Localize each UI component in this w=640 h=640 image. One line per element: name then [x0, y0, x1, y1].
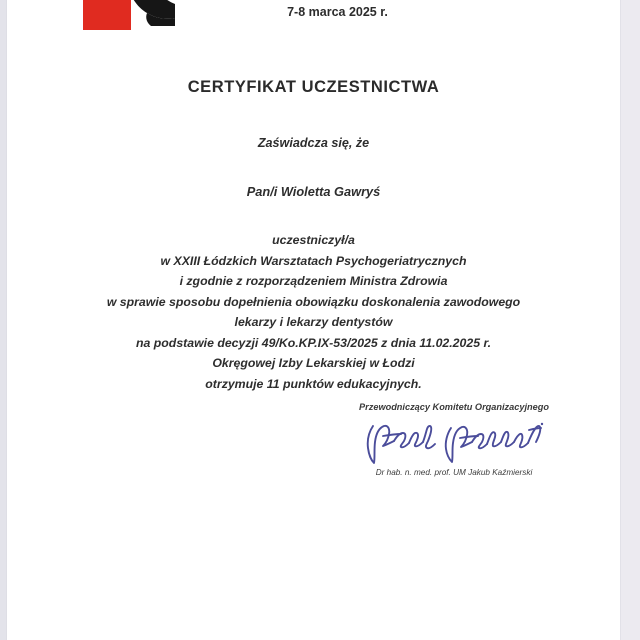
signatory-printed-name: Dr hab. n. med. prof. UM Jakub Kaźmierski	[375, 468, 533, 477]
body-line-2: i zgodnie z rozporządzeniem Ministra Zdrowia	[179, 274, 448, 288]
signatory-role: Przewodniczący Komitetu Organizacyjnego	[359, 402, 549, 412]
body-line-3: w sprawie sposobu dopełnienia obowiązku doskonalenia zawodowego	[106, 294, 521, 309]
body-line-6: Okręgowej Izby Lekarskiej w Łodzi	[212, 356, 415, 370]
handwritten-signature	[339, 416, 569, 466]
recipient-name: Pan/i Wioletta Gawryś	[246, 183, 381, 199]
page-gutter-left	[0, 0, 7, 640]
spacer	[7, 202, 620, 230]
signature-ink-icon	[359, 416, 549, 466]
body-line-5: na podstawie decyzji 49/Ko.KP.IX-53/2025 z dnia 11.02.2025 r.	[136, 335, 491, 350]
event-date	[7, 5, 620, 19]
page-gutter-right	[620, 0, 640, 640]
certificate-body	[7, 133, 620, 394]
signature-block	[339, 402, 569, 477]
attestation-line: Zaświadcza się, że	[257, 136, 370, 150]
body-line-4: lekarzy i lekarzy dentystów	[234, 315, 393, 329]
body-line-1: w XXIII Łódzkich Warsztatach Psychogeriatrycznych	[160, 253, 467, 268]
body-line-7: otrzymuje 11 punktów edukacyjnych.	[205, 376, 422, 391]
certificate-title: CERTYFIKAT UCZESTNICTWA	[187, 78, 440, 96]
body-line-0: uczestniczył/a	[272, 233, 355, 247]
event-date-text: 7-8 marca 2025 r.	[287, 5, 388, 19]
certificate-page	[7, 0, 620, 640]
spacer	[7, 154, 620, 182]
